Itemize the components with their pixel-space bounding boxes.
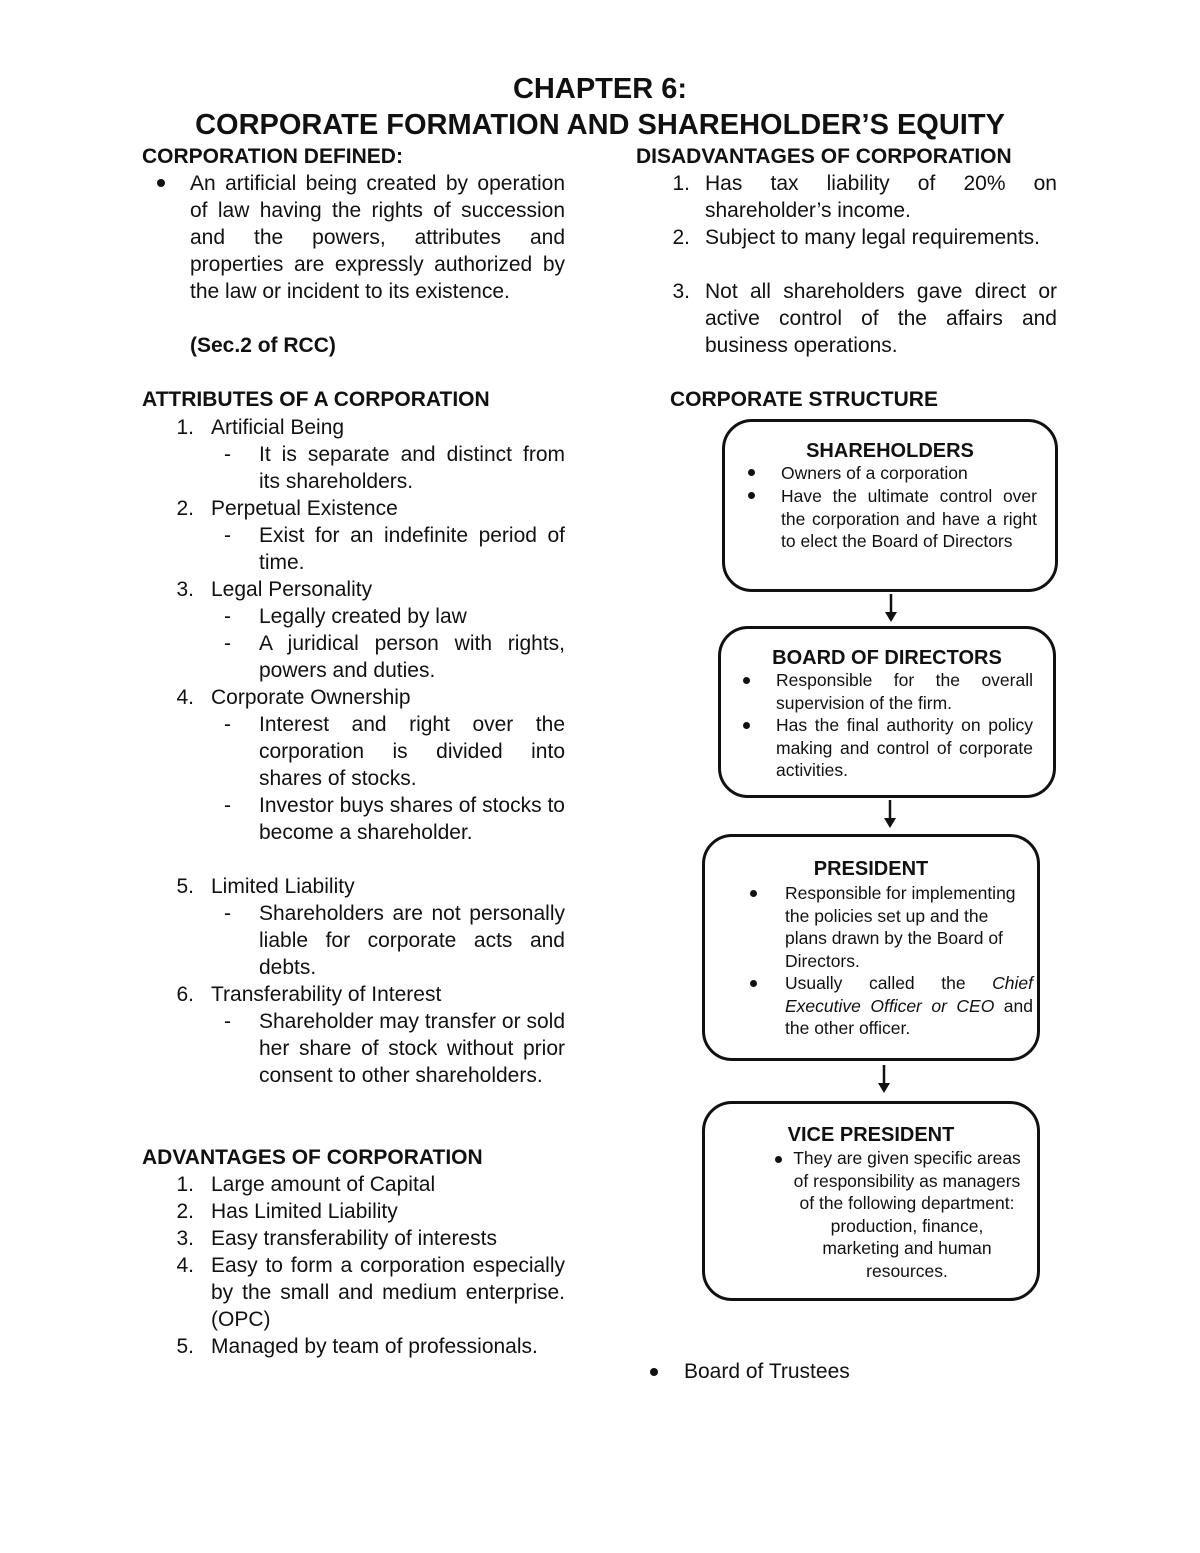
attr-sub: Shareholder may transfer or sold her share of stock without prior consent to other shareholders. [259, 1010, 565, 1087]
arrow-down-icon [883, 800, 897, 830]
arrow-down-icon [884, 594, 898, 624]
chapter-subtitle: CORPORATE FORMATION AND SHAREHOLDER’S EQUITY [195, 109, 1005, 141]
attr-num: 2. [176, 497, 194, 520]
bullet-icon [743, 677, 750, 684]
attr-num: 3. [176, 578, 194, 601]
vice-president-bullet: They are given specific areas of responsibility as managers of the following department: production, finance, marketing and human resources. [793, 1148, 1021, 1281]
disadv-item: Not all shareholders gave direct or active control of the affairs and business operations. [705, 280, 1057, 357]
attr-label: Corporate Ownership [211, 686, 411, 709]
adv-num: 3. [176, 1227, 194, 1250]
bullet-icon [748, 469, 755, 476]
bullet-icon [748, 492, 755, 499]
advantages-heading: ADVANTAGES OF CORPORATION [142, 1146, 483, 1169]
dash-icon: - [224, 605, 231, 628]
shareholders-bullet: Owners of a corporation [781, 463, 968, 483]
definition-text: An artificial being created by operation of law having the rights of succession and the powers, attributes and properties are expressly authorized by the law or incident to its existence. [190, 172, 565, 303]
adv-num: 1. [176, 1173, 194, 1196]
attributes-heading: ATTRIBUTES OF A CORPORATION [142, 388, 490, 411]
adv-item: Easy transferability of interests [211, 1227, 497, 1250]
bullet-icon [157, 179, 165, 187]
adv-item: Easy to form a corporation especially by the small and medium enterprise. (OPC) [211, 1254, 565, 1331]
arrow-down-icon [877, 1065, 891, 1095]
attr-sub: Investor buys shares of stocks to become a shareholder. [259, 794, 565, 844]
dash-icon: - [224, 632, 231, 655]
attr-label: Limited Liability [211, 875, 355, 898]
dash-icon: - [224, 443, 231, 466]
dash-icon: - [224, 524, 231, 547]
vice-president-title: VICE PRESIDENT [787, 1124, 955, 1146]
attr-sub: It is separate and distinct from its shareholders. [259, 443, 565, 493]
shareholders-box [722, 419, 1058, 592]
attr-label: Perpetual Existence [211, 497, 398, 520]
board-title: BOARD OF DIRECTORS [772, 647, 1002, 669]
disadv-num: 3. [672, 280, 690, 303]
structure-heading: CORPORATE STRUCTURE [670, 388, 938, 411]
bullet-icon [750, 980, 757, 987]
board-of-trustees-note: Board of Trustees [684, 1360, 850, 1383]
attr-num: 6. [176, 983, 194, 1006]
adv-item: Managed by team of professionals. [211, 1335, 538, 1358]
attr-label: Transferability of Interest [211, 983, 442, 1006]
disadv-num: 2. [672, 226, 690, 249]
board-bullet: Has the final authority on policy making and control of corporate activities. [776, 715, 1033, 780]
president-title: PRESIDENT [813, 858, 929, 880]
board-box [718, 626, 1056, 798]
adv-item: Has Limited Liability [211, 1200, 398, 1223]
shareholders-bullet: Have the ultimate control over the corporation and have a right to elect the Board of Directors [781, 486, 1037, 551]
attr-label: Legal Personality [211, 578, 373, 601]
attr-num: 1. [176, 416, 194, 439]
bullet-icon [750, 890, 757, 897]
bullet-icon [743, 722, 750, 729]
president-bullet: Usually called the Chief Executive Officer or CEO and the other officer. [785, 973, 1034, 1038]
dash-icon: - [224, 1010, 231, 1033]
definition-heading: CORPORATION DEFINED: [142, 145, 403, 168]
dash-icon: - [224, 902, 231, 925]
president-box [702, 834, 1040, 1061]
bullet-icon [775, 1156, 782, 1163]
attr-sub: Shareholders are not personally liable for corporate acts and debts. [259, 902, 565, 979]
shareholders-title: SHAREHOLDERS [806, 440, 974, 462]
attr-num: 5. [176, 875, 194, 898]
bullet-icon [650, 1368, 658, 1376]
attr-label: Artificial Being [211, 416, 345, 439]
disadv-item: Has tax liability of 20% on shareholder’s income. [705, 172, 1057, 222]
board-bullet: Responsible for the overall supervision of the firm. [776, 670, 1033, 713]
attr-sub: Exist for an indefinite period of time. [259, 524, 565, 574]
adv-num: 2. [176, 1200, 194, 1223]
attr-sub: A juridical person with rights, powers and duties. [259, 632, 565, 682]
vice-president-box [702, 1101, 1040, 1301]
adv-item: Large amount of Capital [211, 1173, 436, 1196]
president-bullet: Responsible for implementing the policies set up and the plans drawn by the Board of Directors. [785, 883, 1016, 971]
adv-num: 4. [176, 1254, 194, 1277]
disadv-item: Subject to many legal requirements. [705, 226, 1041, 249]
disadv-num: 1. [672, 172, 690, 195]
attr-num: 4. [176, 686, 194, 709]
definition-citation: (Sec.2 of RCC) [190, 334, 336, 357]
dash-icon: - [224, 713, 231, 736]
attr-sub: Legally created by law [259, 605, 467, 628]
dash-icon: - [224, 794, 231, 817]
disadvantages-heading: DISADVANTAGES OF CORPORATION [636, 145, 1012, 168]
adv-num: 5. [176, 1335, 194, 1358]
attr-sub: Interest and right over the corporation is divided into shares of stocks. [259, 713, 565, 790]
chapter-title: CHAPTER 6: [512, 73, 687, 105]
